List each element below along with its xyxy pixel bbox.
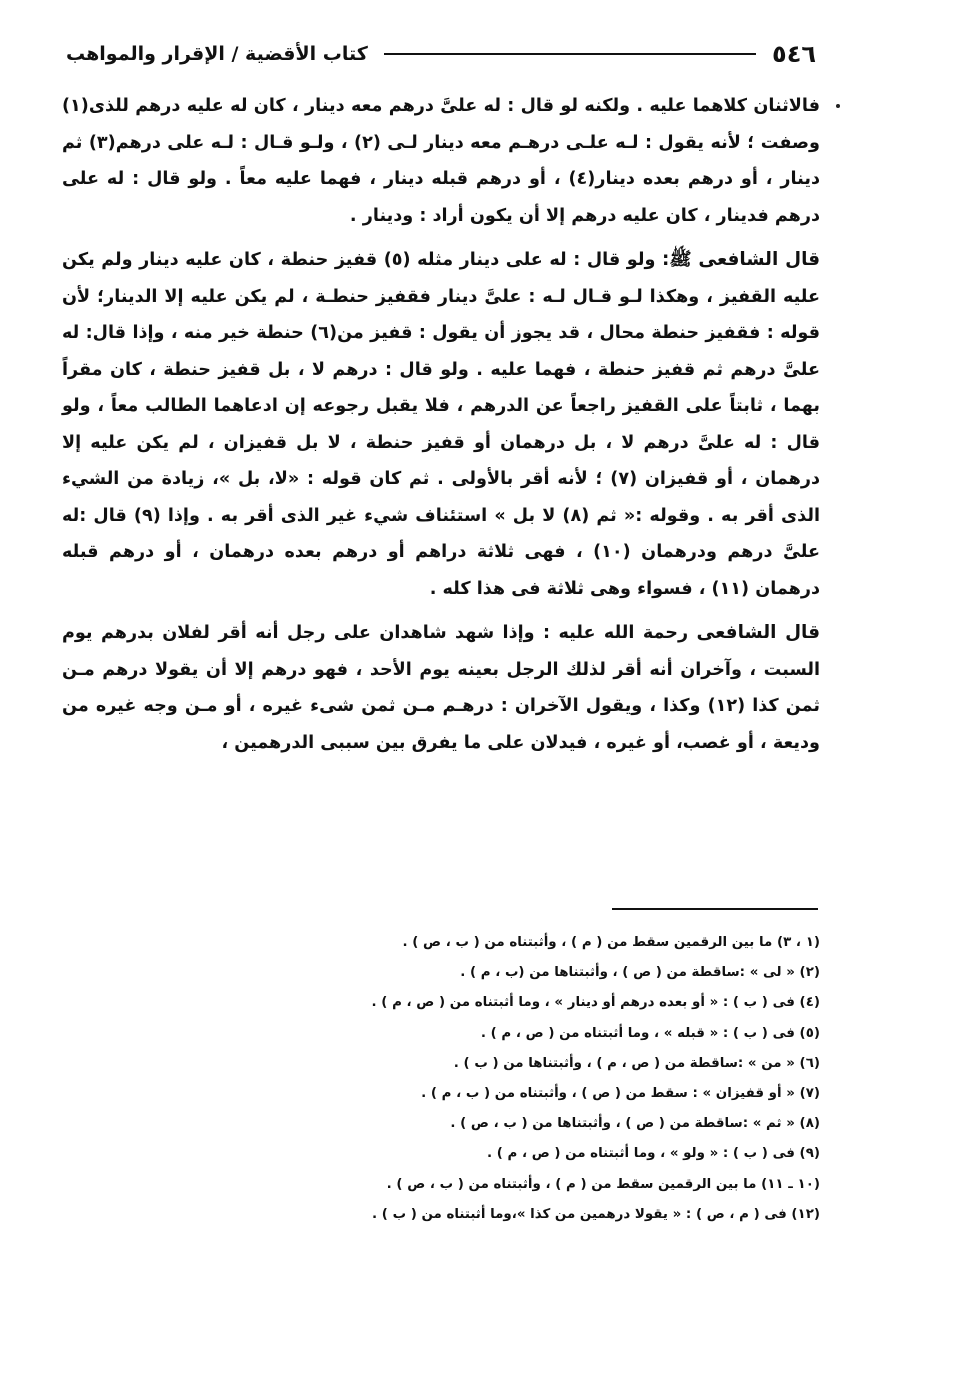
footnote: (٤) فى ( ب ) : « أو بعده درهم أو دينار » ، وما أثبتناه من ( ص ، م ) . — [371, 995, 820, 1011]
header-rule — [384, 53, 756, 55]
paragraph — [62, 242, 820, 607]
paragraph-text: ولو قال : له على دينار مثله (٥) قفيز حنطة ، كان عليه دينار ولم يكن عليه القفيز ، وهكذا لـو قـال لـه : علىَّ دينار فقفيز حنطـة ، لم يكن عليه إلا الدينار؛ لأن قوله : فقفيز حنطة محال ، قد يجوز أن يقول : قفيز من(٦) حنطة خير منه ، وإذا قال: له علىَّ درهم ثم قفيز حنطة ، فهما عليه . ولو قال : درهم لا ، بل قفيز حنطة ، كان مقراً بهما ، ثابتاً على القفيز راجعاً عن الدرهم ، فلا يقبل رجوعه إن ادعاهما الطالب معاً ، ولو قال : له علىَّ درهم لا ، بل درهمان أو قفيز حنطة ، لا بل قفيزان ، لم يكن عليه إلا درهمان ، أو قفيزان (٧) ؛ لأنه أقر بالأولى . ثم كان قوله : «لا، بل »، زيادة من الشيء الذى أقر به . وقوله :« ثم (٨) لا بل » استئناف شيء غير الذى أقر به . وإذا (٩) قال :له علىَّ درهم ودرهمان (١٠) ، فهى ثلاثة دراهم أو درهم بعده درهمان ، أو درهم قبله درهمان (١١) ، فسواء وهى ثلاثة فى هذا كله . — [62, 250, 820, 599]
running-title: كتاب الأقضية / الإقرار والمواهب — [66, 43, 368, 65]
footnote: (٨) « ثم » :ساقطة من ( ص ) ، وأثبتناها من ( ب ، ص ) . — [450, 1116, 820, 1132]
paragraph-text: رحمة الله عليه : وإذا شهد شاهدان على رجل أنه أقر لفلان بدرهم يوم السبت ، وآخران أنه أقر لذلك الرجل بعينه يوم الأحد ، فهو درهم إلا أن يقولا درهم مـن ثمن كذا (١٢) وكذا ، ويقول الآخران : درهـم مـن ثمن شىء غيره ، أو مـن وجه غيره من وديعة ، أو غصب، أو غيره ، فيدلان على ما يفرق بين سببى الدرهمين ، — [62, 623, 820, 753]
main-text — [62, 88, 820, 761]
footnote: (٥) فى ( ب ) : « قبله » ، وما أثبتناه من ( ص ، م ) . — [480, 1025, 820, 1041]
page-header — [66, 34, 816, 74]
footnotes — [200, 928, 820, 1230]
footnote-separator — [612, 908, 818, 910]
footnote: (٢) « لى » :ساقطة من ( ص ) ، وأثبتناها من (ب ، م ) . — [460, 965, 820, 981]
footnote: (١ ، ٣) ما بين الرقمين سقط من ( م ) ، وأثبتناه من ( ب ، ص ) . — [402, 935, 820, 950]
paragraph-text: فالاثنان كلاهما عليه . ولكنه لو قال : له علىَّ درهم معه دينار ، كان له عليه درهم للذى(١) وصفت ؛ لأنه يقول : لـه علـى درهـم معه دينار لـى (٢) ، ولـو قـال : لـه على درهم(٣) ثم دينار ، أو درهم بعده دينار(٤) ، أو درهم قبله دينار ، فهما عليه معاً . ولو قال : له على درهم فدينار ، كان عليه درهم إلا أن يكون أراد : ودينار . — [62, 96, 820, 226]
footnote: (٦) « من » :ساقطة من ( ص ، م ) ، وأثبتناها من ( ب ) . — [453, 1055, 820, 1071]
footnote: (١٠ ـ ١١) ما بين الرقمين سقط من ( م ) ، وأثبتناه من ( ب ، ص ) . — [386, 1176, 820, 1192]
footnote: (١٢) فى ( م ، ص ) : « يقولا درهمين من كذا »،وما أثبتناه من ( ب ) . — [372, 1206, 820, 1222]
paragraph — [62, 88, 820, 234]
page-number: ٥٤٦ — [772, 40, 816, 68]
speaker-label: قال الشافعى ﷺ: — [661, 249, 821, 270]
speaker-label: قال الشافعى — [696, 622, 821, 643]
margin-mark — [836, 104, 840, 108]
footnote: (٩) فى ( ب ) : « ولو » ، وما أثبتناه من ( ص ، م ) . — [486, 1146, 820, 1162]
footnote: (٧) « أو قفيزان » : سقط من ( ص ) ، وأثبتناه من ( ب ، م ) . — [421, 1086, 820, 1102]
paragraph — [62, 615, 820, 761]
